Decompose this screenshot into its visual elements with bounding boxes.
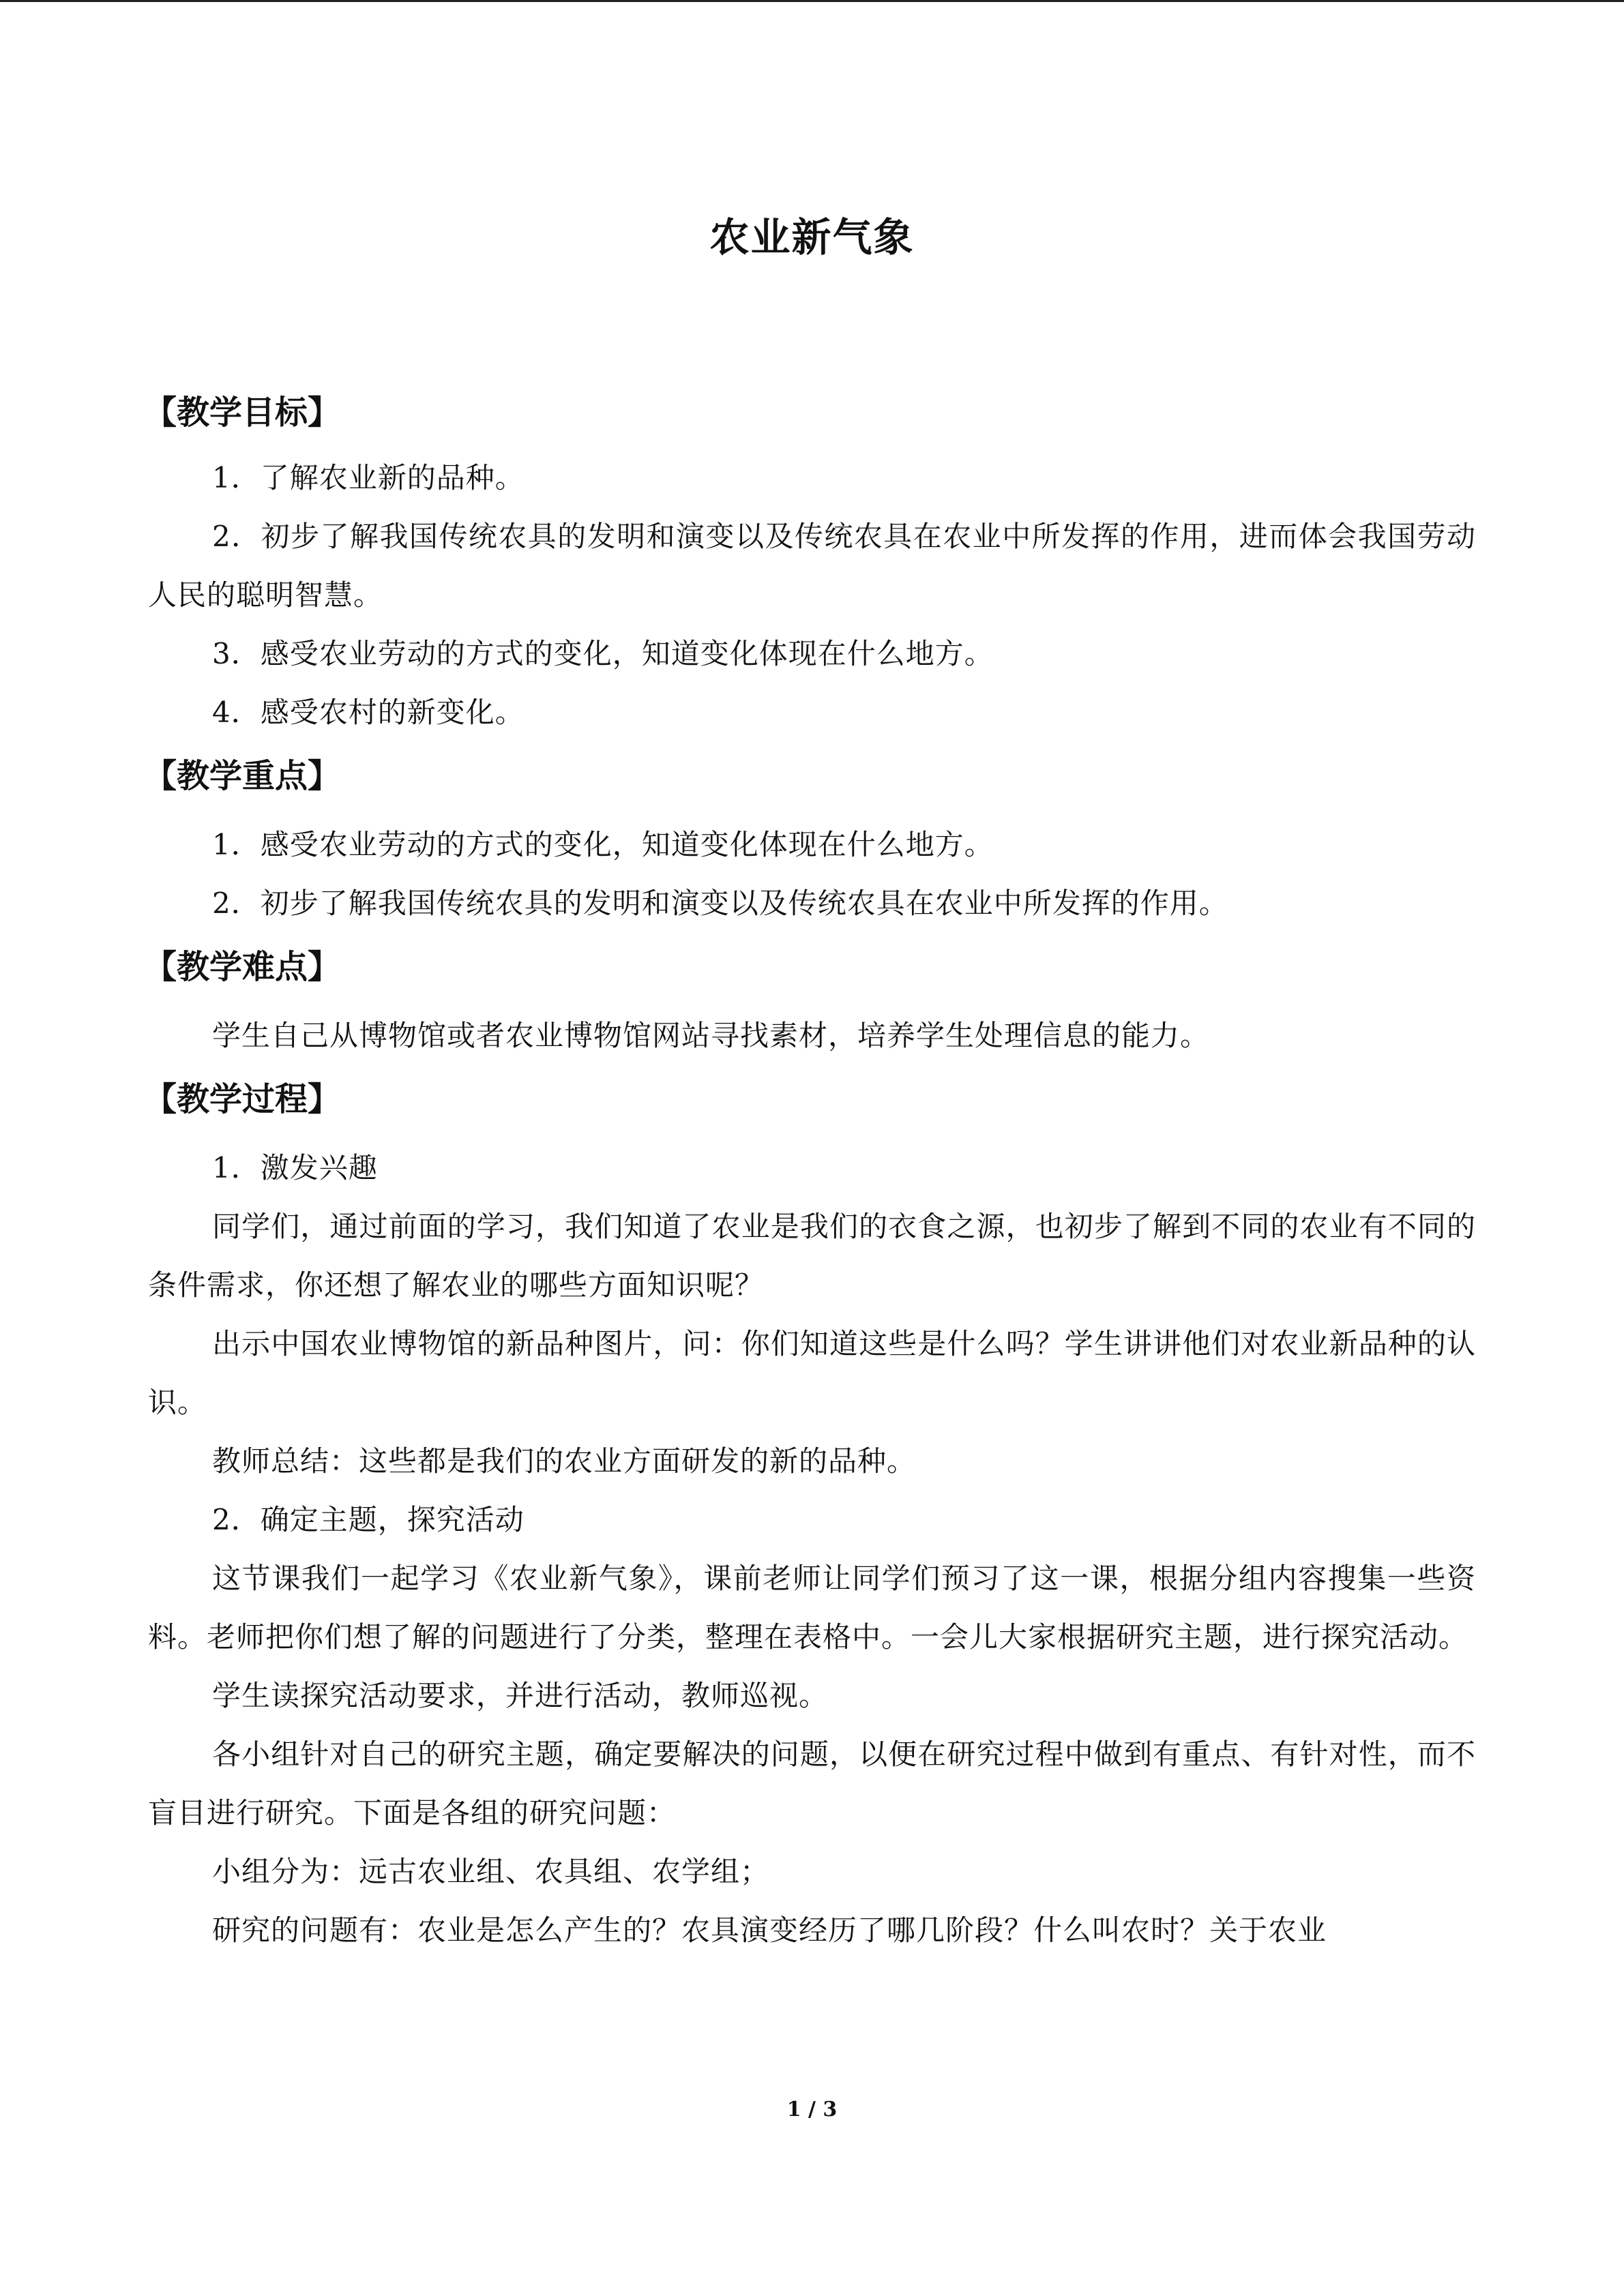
document-title: 农业新气象 [709,214,915,260]
section-teaching-difficulty [144,933,1476,1065]
paragraph: 4．感受农村的新变化。 [212,696,525,729]
paragraph: 学生读探究活动要求，并进行活动，教师巡视。 [212,1679,829,1712]
paragraph: 研究的问题有：农业是怎么产生的？农具演变经历了哪几阶段？什么叫农时？关于农业 [212,1913,1327,1947]
section-teaching-process [144,1065,1476,1960]
paragraph: 2．初步了解我国传统农具的发明和演变以及传统农具在农业中所发挥的作用，进而体会我国劳动人民的聪明智慧。 [148,520,1476,612]
paragraph: 1．激发兴趣 [212,1151,378,1184]
paragraph: 1．了解农业新的品种。 [212,461,525,494]
paragraph: 同学们，通过前面的学习，我们知道了农业是我们的衣食之源，也初步了解到不同的农业有不同的条件需求，你还想了解农业的哪些方面知识呢？ [148,1210,1476,1302]
document-body [144,382,1476,1960]
paragraph: 小组分为：远古农业组、农具组、农学组； [212,1855,770,1888]
paragraph: 学生自己从博物馆或者农业博物馆网站寻找素材，培养学生处理信息的能力。 [212,1019,1210,1052]
paragraph: 出示中国农业博物馆的新品种图片，问：你们知道这些是什么吗？学生讲讲他们对农业新品种的认识。 [148,1327,1476,1419]
paragraph: 这节课我们一起学习《农业新气象》，课前老师让同学们预习了这一课，根据分组内容搜集一些资料。老师把你们想了解的问题进行了分类，整理在表格中。一会儿大家根据研究主题，进行探究活动。 [148,1562,1476,1654]
section-heading: 【教学过程】 [144,1080,341,1118]
paragraph: 3．感受农业劳动的方式的变化，知道变化体现在什么地方。 [212,637,994,670]
paragraph: 教师总结：这些都是我们的农业方面研发的新的品种。 [212,1444,917,1478]
section-teaching-goals [144,382,1476,742]
page-number: 1 / 3 [786,2098,838,2121]
document-page [144,0,1476,2296]
paragraph: 2．确定主题，探究活动 [212,1503,525,1536]
section-heading: 【教学目标】 [144,393,341,432]
section-teaching-focus [144,742,1476,933]
section-heading: 【教学难点】 [144,948,341,986]
section-heading: 【教学重点】 [144,757,341,795]
paragraph: 2．初步了解我国传统农具的发明和演变以及传统农具在农业中所发挥的作用。 [212,886,1228,920]
paragraph: 1．感受农业劳动的方式的变化，知道变化体现在什么地方。 [212,828,994,861]
paragraph: 各小组针对自己的研究主题，确定要解决的问题，以便在研究过程中做到有重点、有针对性，而不盲目进行研究。下面是各组的研究问题： [148,1738,1476,1830]
